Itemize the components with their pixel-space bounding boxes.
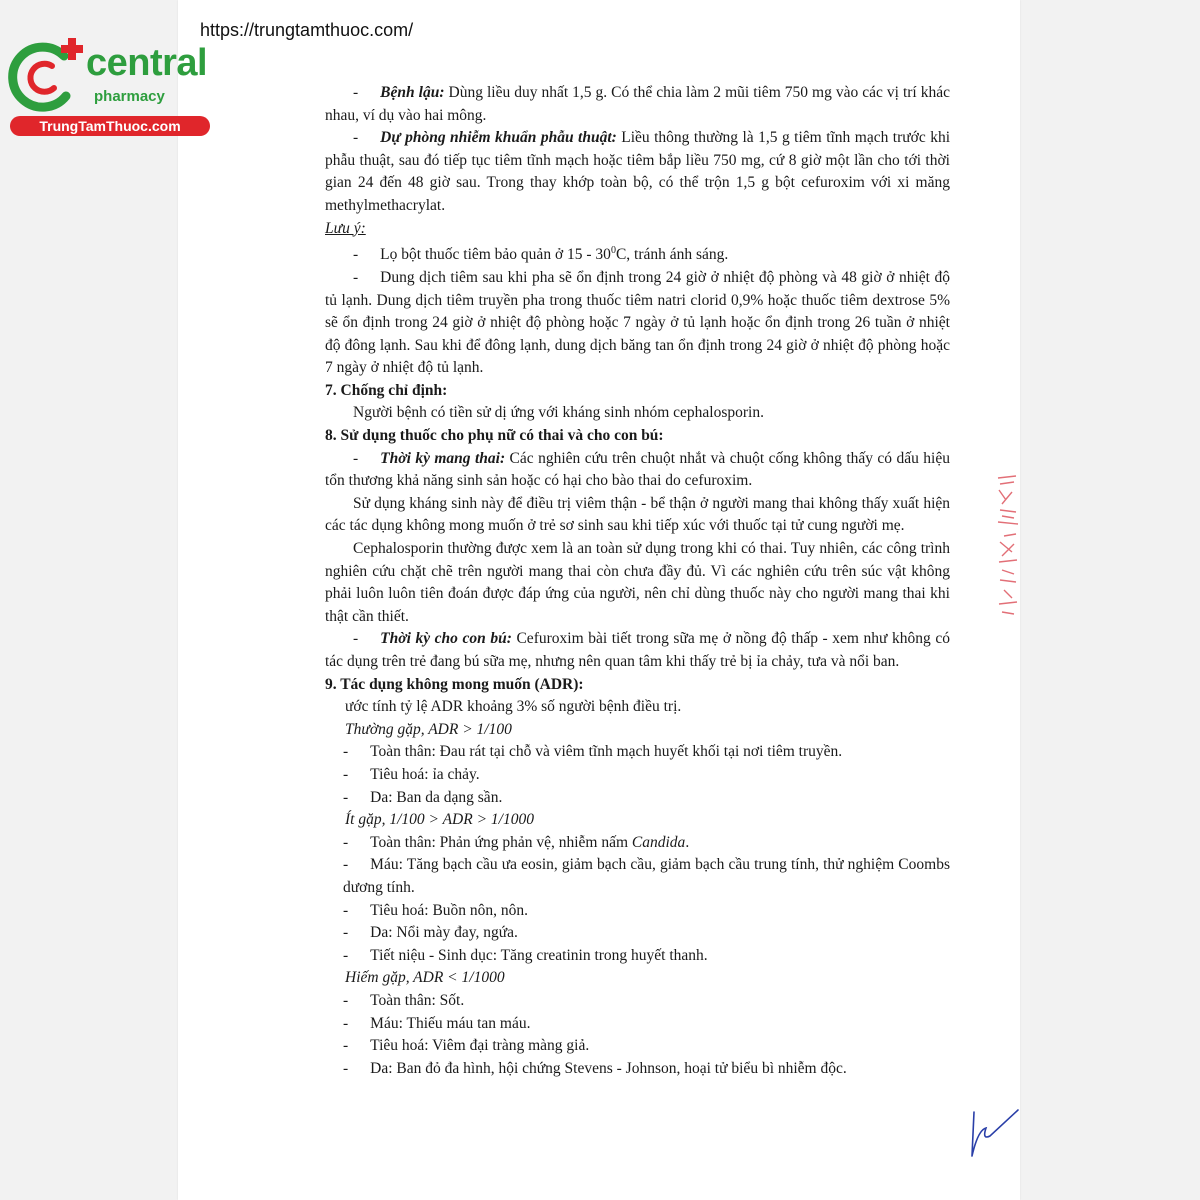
list-item: - Máu: Tăng bạch cầu ưa eosin, giảm bạch cầu, giảm bạch cầu trung tính, thử nghiệm Coombs dương tính. [343, 856, 950, 896]
list-item: - Tiêu hoá: Viêm đại tràng màng giả. [343, 1037, 590, 1055]
list-item: - Toàn thân: Sốt. [343, 991, 465, 1009]
list-item: - Máu: Thiếu máu tan máu. [343, 1014, 531, 1032]
list-item: - Lọ bột thuốc tiêm bảo quản ở $15 - 30^0C$, tránh ánh sáng. [353, 245, 729, 264]
list-item: - Dung dịch tiêm sau khi pha sẽ ổn định trong 24 giờ ở nhiệt độ phòng và 48 giờ ở nhiệt độ tủ lạnh. Dung dịch tiêm truyền pha trong thuốc tiêm natri clorid 0,9% hoặc thuốc tiêm dextrose 5% sẽ ổn định trong 24 giờ ở nhiệt độ phòng hoặc 7 ngày ở tủ lạnh hoặc ổn định trong 26 tuần ở nhiệt độ đông lạnh. Sau khi để đông lạnh, dung dịch băng tan ổn định trong 24 giờ ở nhiệt độ phòng hoặc 7 ngày ở nhiệt độ tủ lạnh. [325, 268, 950, 377]
list-item: - Bệnh lậu: Dùng liều duy nhất 1,5 g. Có thể chia làm 2 mũi tiêm 750 mg vào các vị trí khác nhau, ví dụ vào hai mông. [325, 84, 950, 124]
list-item: - Da: Ban da dạng sần. [343, 788, 503, 806]
pharmacy-logo [8, 36, 218, 140]
section-9-title: 9. Tác dụng không mong muốn (ADR): [325, 675, 584, 693]
list-item: - Da: Ban đỏ đa hình, hội chứng Stevens - Johnson, hoại tử biểu bì nhiễm độc. [343, 1059, 847, 1077]
list-item: - Tiêu hoá: ỉa chảy. [343, 765, 480, 783]
list-item: - Dự phòng nhiễm khuẩn phẫu thuật: Liều thông thường là 1,5 g tiêm tĩnh mạch trước khi phẫu thuật, sau đó tiếp tục tiêm tĩnh mạch hoặc tiêm bắp liều 750 mg, cứ 8 giờ một lần cho tới thời gian 24 đến 48 giờ sau. Trong thay khớp toàn bộ, có thể trộn 1,5 g bột cefuroxim với xi măng methylmethacrylat. [325, 129, 950, 214]
source-url[interactable]: https://trungtamthuoc.com/ [200, 20, 414, 40]
list-item: - Tiêu hoá: Buồn nôn, nôn. [343, 901, 529, 919]
logo-sub-text: pharmacy [94, 88, 165, 105]
section-7-text: Người bệnh có tiền sử dị ứng với kháng sinh nhóm cephalosporin. [353, 404, 764, 422]
list-item: - Thời kỳ cho con bú: Cefuroxim bài tiết trong sữa mẹ ở nồng độ thấp - xem như không có tác dụng trên trẻ đang bú sữa mẹ, nhưng nên quan tâm khi thấy trẻ bị ỉa chảy, tưa và nổi ban. [325, 630, 951, 670]
list-item: - Toàn thân: Phản ứng phản vệ, nhiễm nấm Candida. [343, 833, 690, 851]
note-label: Lưu ý: [325, 219, 366, 237]
frequency-label: Hiếm gặp, ADR < 1/1000 [345, 969, 505, 987]
paragraph: Sử dụng kháng sinh này để điều trị viêm thận - bể thận ở người mang thai không thấy xuất hiện các tác dụng không mong muốn ở trẻ sơ sinh sau khi tiếp xúc với thuốc tại tử cung người mẹ. [325, 494, 950, 535]
logo-badge: TrungTamThuoc.com [10, 116, 210, 136]
list-item: - Thời kỳ mang thai: Các nghiên cứu trên chuột nhắt và chuột cống không thấy có dấu hiệu tổn thương khả năng sinh sản hoặc có hại cho bào thai do cefuroxim. [325, 449, 950, 490]
frequency-label: Ít gặp, 1/100 > ADR > 1/1000 [345, 811, 534, 829]
paragraph: Cephalosporin thường được xem là an toàn sử dụng trong khi có thai. Tuy nhiên, các công trình nghiên cứu chặt chẽ trên người mang thai còn chưa đầy đủ. Vì các nghiên cứu trên súc vật không phải luôn luôn tiên đoán được đáp ứng của người, nên chỉ dùng thuốc này cho người mang thai khi thật cần thiết. [325, 540, 950, 625]
logo-brand-text: central [86, 42, 208, 84]
red-stamp-mark [994, 470, 1022, 620]
list-item: - Tiết niệu - Sinh dục: Tăng creatinin trong huyết thanh. [343, 946, 708, 964]
list-item: - Da: Nổi mày đay, ngứa. [343, 924, 518, 942]
section-7-title: 7. Chống chỉ định: [325, 381, 448, 399]
signature-mark [962, 1100, 1022, 1164]
logo-c-cross-icon [8, 36, 88, 114]
list-item: - Toàn thân: Đau rát tại chỗ và viêm tĩnh mạch huyết khối tại nơi tiêm truyền. [343, 743, 843, 761]
section-8-title: 8. Sử dụng thuốc cho phụ nữ có thai và cho con bú: [325, 427, 664, 445]
section-9-intro: ước tính tỷ lệ ADR khoảng 3% số người bệnh điều trị. [345, 698, 682, 716]
frequency-label: Thường gặp, ADR > 1/100 [345, 720, 512, 738]
document-body [325, 82, 950, 1080]
